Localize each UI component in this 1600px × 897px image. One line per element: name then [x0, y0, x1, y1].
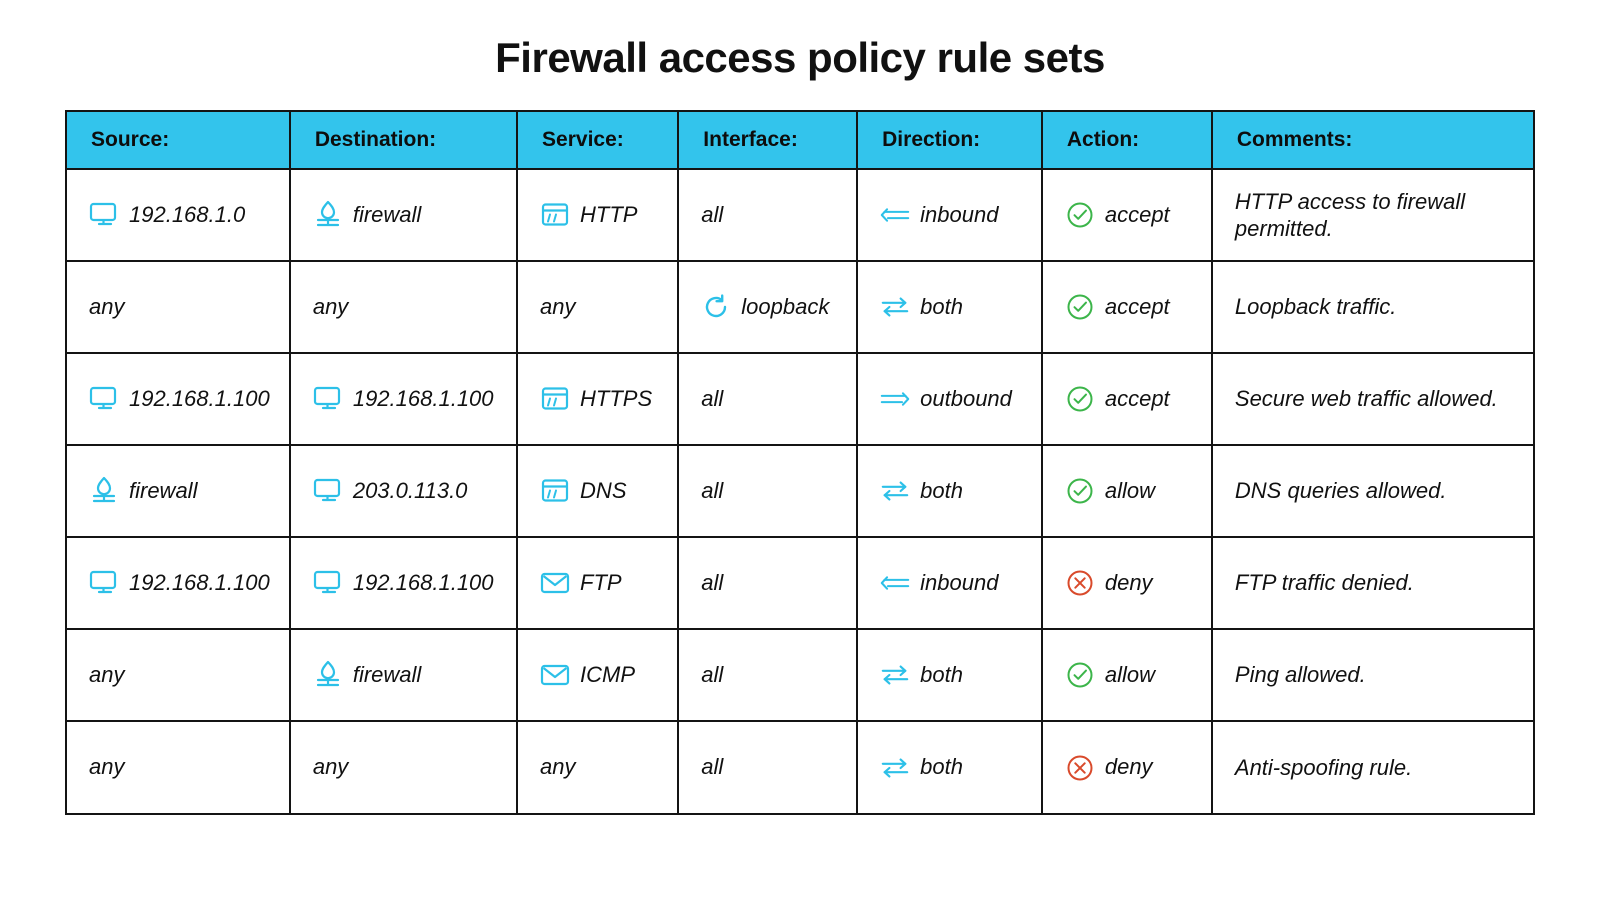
cell-destination-label: any [312, 754, 349, 780]
cell-destination-content [313, 200, 504, 230]
cell-interface-label: all [701, 477, 724, 503]
cell-service-content [540, 294, 665, 321]
cell-service-label: HTTP [580, 201, 638, 227]
arrows-both-icon [880, 753, 910, 783]
cell-source [67, 537, 290, 629]
cell-destination [290, 445, 517, 537]
cell-direction-label: both [920, 754, 963, 780]
cell-service-content [540, 754, 665, 781]
cell-action-label: accept [1104, 293, 1170, 319]
cell-destination-label: 192.168.1.100 [352, 385, 494, 411]
cell-service-content [540, 568, 665, 598]
cell-source-label: firewall [129, 477, 198, 503]
firewall-icon [313, 660, 343, 690]
envelope-icon [540, 568, 570, 598]
cell-comments [1212, 353, 1533, 445]
cell-destination-content [313, 568, 504, 598]
cell-destination-content [313, 660, 504, 690]
cell-service-label: HTTPS [580, 385, 653, 411]
cell-service-label: ICMP [580, 661, 636, 687]
cell-service-content [540, 384, 665, 414]
cell-source [67, 169, 290, 261]
cell-action-label: deny [1104, 569, 1153, 595]
cell-source-content [89, 384, 277, 414]
cell-action-label: deny [1104, 754, 1153, 780]
cell-source-label: 192.168.1.100 [129, 569, 270, 595]
cell-action [1042, 721, 1212, 813]
table-header-row [67, 112, 1533, 169]
cell-destination-label: any [312, 293, 349, 319]
check-circle-icon [1065, 384, 1095, 414]
browser-window-icon [540, 384, 570, 414]
cell-destination-content [313, 476, 504, 506]
cell-direction-content [880, 384, 1029, 414]
cell-interface [678, 353, 857, 445]
cell-service [517, 169, 678, 261]
cell-interface-content [701, 662, 844, 689]
column-header-destination: Destination: [290, 112, 517, 169]
cell-action-content [1065, 753, 1199, 783]
cell-direction-label: inbound [920, 569, 999, 595]
cell-service [517, 537, 678, 629]
cell-source-content [89, 662, 277, 689]
cell-action [1042, 169, 1212, 261]
cell-comments [1212, 445, 1533, 537]
cell-source-label: any [89, 661, 125, 687]
cell-service [517, 445, 678, 537]
deny-circle-icon [1065, 753, 1095, 783]
cell-source [67, 629, 290, 721]
monitor-icon [313, 476, 343, 506]
cell-service-content [540, 200, 665, 230]
cell-direction-content [880, 568, 1029, 598]
cell-source [67, 721, 290, 813]
cell-comments-label: Ping allowed. [1234, 662, 1366, 688]
cell-service-label: FTP [580, 569, 622, 595]
cell-service [517, 629, 678, 721]
cell-direction-label: both [920, 477, 963, 503]
cell-direction [857, 169, 1042, 261]
cell-interface [678, 445, 857, 537]
cell-service-label: DNS [580, 477, 627, 503]
column-header-service: Service: [517, 112, 678, 169]
cell-destination [290, 537, 517, 629]
cell-interface-label: all [701, 385, 724, 411]
cell-interface-content [701, 754, 844, 781]
cell-direction [857, 721, 1042, 813]
table-header [67, 112, 1533, 169]
cell-destination [290, 261, 517, 353]
cell-interface-content [701, 478, 844, 505]
cell-direction [857, 445, 1042, 537]
cell-direction [857, 261, 1042, 353]
cell-direction-label: inbound [920, 201, 999, 227]
cell-service [517, 721, 678, 813]
cell-interface-content [701, 386, 844, 413]
table-body [67, 169, 1533, 813]
monitor-icon [313, 384, 343, 414]
firewall-rules-table-wrapper [65, 110, 1535, 815]
cell-action-content [1065, 292, 1199, 322]
arrow-left-icon [880, 200, 910, 230]
cell-destination-content [313, 294, 504, 321]
cell-direction [857, 629, 1042, 721]
cell-direction-content [880, 660, 1029, 690]
monitor-icon [313, 568, 343, 598]
cell-destination-label: 192.168.1.100 [352, 569, 494, 595]
cell-comments-label: DNS queries allowed. [1234, 478, 1447, 504]
cell-action-content [1065, 568, 1199, 598]
cell-source-content [89, 294, 277, 321]
cell-comments [1212, 629, 1533, 721]
cell-interface-label: all [701, 201, 724, 227]
cell-interface [678, 169, 857, 261]
column-header-direction: Direction: [857, 112, 1042, 169]
firewall-icon [313, 200, 343, 230]
cell-action [1042, 629, 1212, 721]
cell-interface-content [701, 570, 844, 597]
monitor-icon [89, 568, 119, 598]
cell-comments-label: FTP traffic denied. [1234, 570, 1414, 596]
cell-direction-content [880, 292, 1029, 322]
table-row [67, 261, 1533, 353]
cell-service [517, 261, 678, 353]
cell-comments-label: HTTP access to firewall permitted. [1234, 188, 1466, 241]
page-title: Firewall access policy rule sets [495, 34, 1105, 81]
cell-interface [678, 629, 857, 721]
table-row [67, 169, 1533, 261]
cell-action [1042, 537, 1212, 629]
cell-service [517, 353, 678, 445]
cell-interface-label: loopback [741, 293, 830, 319]
cell-destination [290, 629, 517, 721]
firewall-icon [89, 476, 119, 506]
check-circle-icon [1065, 660, 1095, 690]
cell-destination [290, 353, 517, 445]
check-circle-icon [1065, 200, 1095, 230]
cell-interface-label: all [701, 661, 724, 687]
cell-action [1042, 261, 1212, 353]
check-circle-icon [1065, 476, 1095, 506]
cell-direction-label: outbound [920, 385, 1012, 411]
monitor-icon [89, 200, 119, 230]
cell-source-label: 192.168.1.0 [129, 201, 246, 227]
cell-source-content [89, 754, 277, 781]
cell-direction-label: both [920, 293, 963, 319]
arrow-left-icon [880, 568, 910, 598]
cell-action-content [1065, 384, 1199, 414]
cell-destination-content [313, 384, 504, 414]
cell-interface-content [701, 202, 844, 229]
cell-action [1042, 353, 1212, 445]
cell-action-content [1065, 476, 1199, 506]
cell-interface [678, 721, 857, 813]
cell-action-content [1065, 660, 1199, 690]
cell-comments [1212, 169, 1533, 261]
cell-destination [290, 721, 517, 813]
table-row [67, 445, 1533, 537]
cell-comments-label: Anti-spoofing rule. [1234, 754, 1413, 780]
cell-direction-content [880, 200, 1029, 230]
cell-action-content [1065, 200, 1199, 230]
monitor-icon [89, 384, 119, 414]
cell-service-label: any [540, 754, 576, 780]
cell-comments-label: Secure web traffic allowed. [1234, 386, 1498, 412]
cell-direction [857, 353, 1042, 445]
firewall-rules-table [67, 112, 1533, 813]
cell-destination-label: firewall [352, 201, 422, 227]
cell-action-label: allow [1104, 477, 1155, 503]
table-row [67, 721, 1533, 813]
column-header-comments: Comments: [1212, 112, 1533, 169]
browser-window-icon [540, 476, 570, 506]
cell-source-label: any [89, 754, 125, 780]
cell-source-content [89, 200, 277, 230]
arrows-both-icon [880, 476, 910, 506]
cell-source [67, 445, 290, 537]
cell-interface-label: all [701, 754, 724, 780]
cell-interface [678, 537, 857, 629]
column-header-source: Source: [67, 112, 290, 169]
loop-icon [701, 292, 731, 322]
cell-service-label: any [540, 293, 576, 319]
cell-action-label: accept [1104, 201, 1170, 227]
table-row [67, 629, 1533, 721]
deny-circle-icon [1065, 568, 1095, 598]
cell-comments [1212, 261, 1533, 353]
cell-source [67, 261, 290, 353]
cell-service-content [540, 660, 665, 690]
cell-comments [1212, 537, 1533, 629]
arrows-both-icon [880, 292, 910, 322]
cell-interface [678, 261, 857, 353]
cell-direction-label: both [920, 661, 963, 687]
column-header-action: Action: [1042, 112, 1212, 169]
cell-destination [290, 169, 517, 261]
arrow-right-icon [880, 384, 910, 414]
column-header-interface: Interface: [678, 112, 857, 169]
cell-action-label: allow [1104, 661, 1155, 687]
cell-direction-content [880, 476, 1029, 506]
check-circle-icon [1065, 292, 1095, 322]
table-row [67, 353, 1533, 445]
cell-destination-label: firewall [352, 661, 422, 687]
cell-destination-label: 203.0.113.0 [352, 477, 468, 503]
cell-interface-content [701, 292, 844, 322]
cell-destination-content [313, 754, 504, 781]
cell-service-content [540, 476, 665, 506]
cell-source-content [89, 568, 277, 598]
cell-action [1042, 445, 1212, 537]
table-row [67, 537, 1533, 629]
cell-comments [1212, 721, 1533, 813]
cell-direction [857, 537, 1042, 629]
cell-source-label: 192.168.1.100 [129, 385, 270, 411]
cell-comments-label: Loopback traffic. [1234, 294, 1397, 320]
browser-window-icon [540, 200, 570, 230]
cell-source [67, 353, 290, 445]
cell-source-content [89, 476, 277, 506]
envelope-icon [540, 660, 570, 690]
cell-source-label: any [89, 293, 125, 319]
cell-interface-label: all [701, 569, 724, 595]
cell-action-label: accept [1104, 385, 1170, 411]
cell-direction-content [880, 753, 1029, 783]
arrows-both-icon [880, 660, 910, 690]
